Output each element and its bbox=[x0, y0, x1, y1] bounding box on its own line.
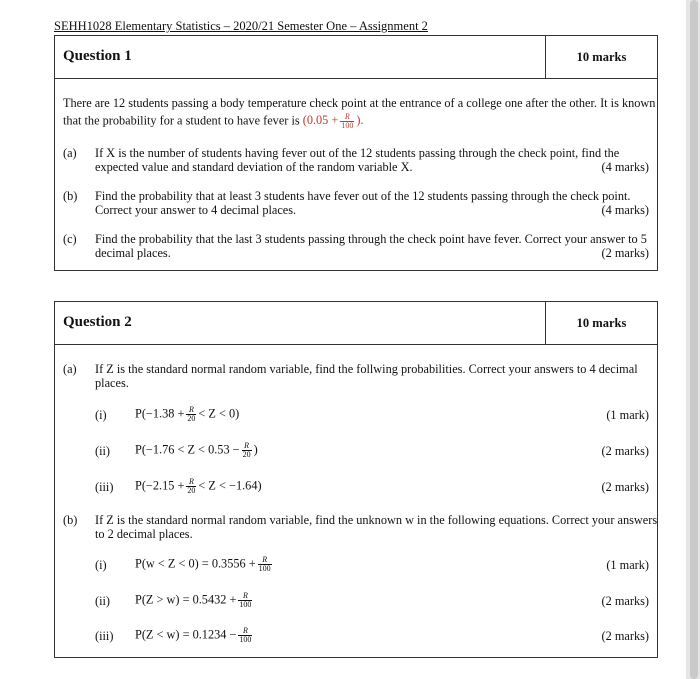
q1c-line2: decimal places. bbox=[95, 246, 171, 260]
q2a-ii-label: (ii) bbox=[95, 444, 111, 458]
question-1-marks: 10 marks bbox=[545, 36, 657, 78]
question-1-box bbox=[54, 35, 658, 271]
q2a-ii-expr: P(−1.76 < Z < 0.53 − $\frac{R}{20}$ ) bbox=[135, 441, 258, 459]
q2a-i-marks: (1 mark) bbox=[606, 408, 649, 422]
question-2-title: Question 2 bbox=[63, 314, 132, 330]
q2b-ii-label: (ii) bbox=[95, 594, 111, 608]
q1c-line1: Find the probability that the last 3 students passing through the check point have fever. Correct your answer to 5 bbox=[95, 232, 647, 246]
q1b-marks: (4 marks) bbox=[601, 203, 649, 217]
q2b-line2: to 2 decimal places. bbox=[95, 527, 193, 541]
q2a-line2: places. bbox=[95, 376, 129, 390]
q2b-iii-expr: P(Z < w) = 0.1234 − $\frac{R}{100}$ bbox=[135, 626, 252, 644]
q1b-line1: Find the probability that at least 3 students have fever out of the 12 students passing through the check point. bbox=[95, 189, 631, 203]
q1c-label: (c) bbox=[63, 232, 77, 246]
question-2-box bbox=[54, 301, 658, 658]
q2b-i-label: (i) bbox=[95, 558, 107, 572]
q2a-ii-marks: (2 marks) bbox=[601, 444, 649, 458]
page-title: SEHH1028 Elementary Statistics – 2020/21 Semester One – Assignment 2 bbox=[54, 19, 428, 33]
q1-probability: (0.05 + $\frac{R}{100}$ ). bbox=[302, 112, 364, 130]
q2b-iii-marks: (2 marks) bbox=[601, 629, 649, 643]
q1b-label: (b) bbox=[63, 189, 78, 203]
q1-intro-line2: that the probability for a student to have fever is (0.05 + $\frac{R}{100}$ ). bbox=[63, 112, 364, 130]
q2a-i-expr: P(−1.38 + $\frac{R}{20}$ < Z < 0) bbox=[135, 405, 240, 423]
q2a-iii-marks: (2 marks) bbox=[601, 480, 649, 494]
question-2-marks: 10 marks bbox=[545, 302, 657, 344]
q2b-i-marks: (1 mark) bbox=[606, 558, 649, 572]
scrollbar-thumb[interactable] bbox=[690, 0, 698, 679]
q1c-marks: (2 marks) bbox=[601, 246, 649, 260]
question-2-header bbox=[55, 302, 657, 345]
q1a-label: (a) bbox=[63, 146, 77, 160]
question-1-header bbox=[55, 36, 657, 79]
q2b-ii-expr: P(Z > w) = 0.5432 + $\frac{R}{100}$ bbox=[135, 591, 252, 609]
q2a-line1: If Z is the standard normal random variable, find the follwing probabilities. Correct your answers to 4 decimal bbox=[95, 362, 638, 376]
q2b-line1: If Z is the standard normal random variable, find the unknown w in the following equations. Correct your answers bbox=[95, 513, 658, 527]
q2a-label: (a) bbox=[63, 362, 77, 376]
q1-intro-line1: There are 12 students passing a body temperature check point at the entrance of a college one after the other. It is known bbox=[63, 96, 656, 110]
q2a-iii-label: (iii) bbox=[95, 480, 114, 494]
q1a-line2: expected value and standard deviation of the random variable X. bbox=[95, 160, 413, 174]
q2b-label: (b) bbox=[63, 513, 78, 527]
q1b-line2: Correct your answer to 4 decimal places. bbox=[95, 203, 297, 217]
q2a-i-label: (i) bbox=[95, 408, 107, 422]
q2a-iii-expr: P(−2.15 + $\frac{R}{20}$ < Z < −1.64) bbox=[135, 477, 262, 495]
q1a-line1: If X is the number of students having fever out of the 12 students passing through the check point, find the bbox=[95, 146, 620, 160]
q1a-marks: (4 marks) bbox=[601, 160, 649, 174]
q2b-i-expr: P(w < Z < 0) = 0.3556 + $\frac{R}{100}$ bbox=[135, 555, 271, 573]
q2b-ii-marks: (2 marks) bbox=[601, 594, 649, 608]
q2b-iii-label: (iii) bbox=[95, 629, 114, 643]
question-1-title: Question 1 bbox=[63, 48, 132, 64]
scrollbar-track[interactable] bbox=[686, 0, 700, 679]
